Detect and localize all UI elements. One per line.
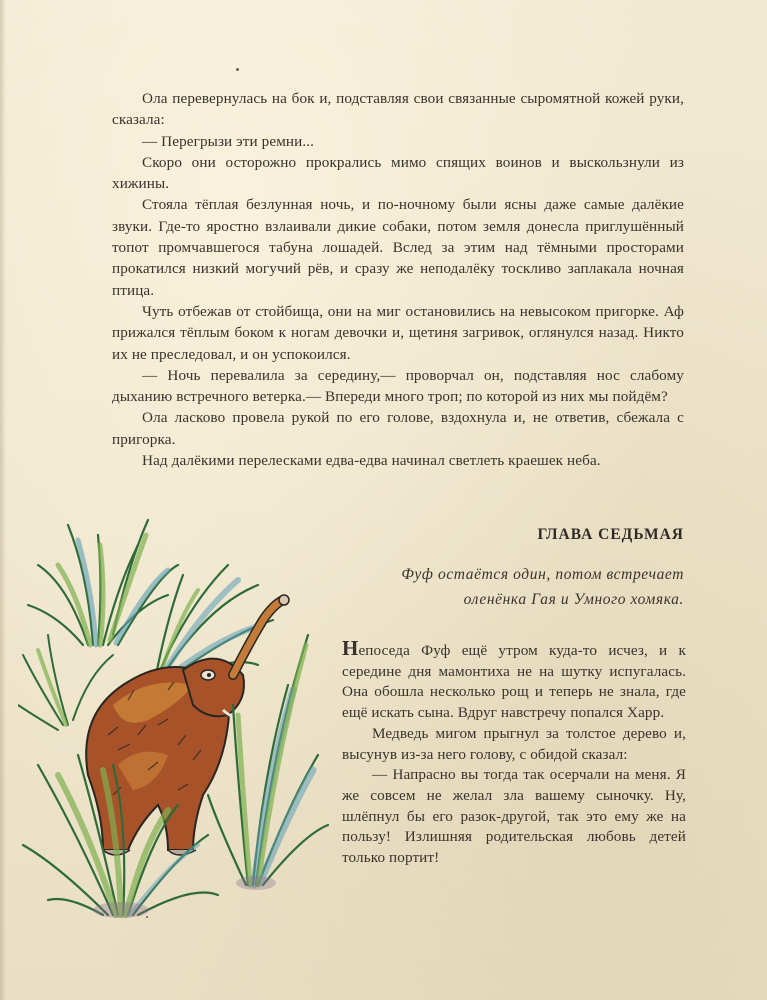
paragraph: Над далёкими перелесками едва-едва начинал светлеть краешек неба.: [142, 452, 601, 470]
chapter-subtitle-line: оленёнка Гая и Умного хомяка.: [463, 591, 684, 608]
mammoth-in-grass-icon: [18, 505, 338, 920]
paper-speck: [236, 68, 239, 71]
paragraph: Скоро они осторожно прокрались мимо спящих воинов и выскользнули из хижины.: [112, 153, 684, 193]
paragraph: Медведь мигом прыгнул за толстое дерево и, высунув из-за него голову, с обидой сказал:: [342, 724, 686, 763]
story-text-chapter: [342, 638, 686, 869]
paragraph: Ола ласково провела рукой по его голове, вздохнула и, не ответив, сбежала с пригорка.: [112, 409, 684, 448]
paragraph: — Ночь перевалила за середину,— проворчал он, подставляя нос слабому дыханию встречного ветерка.— Впереди много троп; по которой из них мы пойдём?: [112, 366, 684, 406]
paragraph: Стояла тёплая безлунная ночь, и по-ночному были ясны даже самые далёкие звуки. Где-то яростно взлаивали дикие собаки, потом земля донесла приглушённый топот промчавшегося табуна лошадей. Вслед за этим над тёмными просторами прокатился низкий могучий рёв, и сразу же неподалёку тоскливо заплакала ночная птица.: [112, 196, 684, 299]
paragraph: [342, 638, 686, 724]
paragraph-text: епоседа Фуф ещё утром куда-то исчез, и к середине дня мамонтиха не на шутку испугалась. Она обошла несколько рощ и теперь не знала, где ещё искать сына. Вдруг навстречу попался Харр.: [342, 642, 686, 722]
story-text-top: [112, 88, 684, 471]
paragraph: Ола перевернулась на бок и, подставляя свои связанные сыромятной кожей руки, сказала:: [112, 90, 684, 129]
chapter-subtitle-line: Фуф остаётся один, потом встречает: [401, 566, 684, 583]
paragraph: — Напрасно вы тогда так осерчали на меня. Я же совсем не желал зла вашему сыночку. Ну, шлёпнул бы его разок-другой, так это ему же на пользу! Излишняя родительская любовь детей только портит!: [342, 766, 686, 867]
paragraph: — Перегрызи эти ремни...: [142, 132, 315, 150]
chapter-subtitle: [350, 562, 684, 612]
drop-cap: Н: [342, 636, 359, 660]
mammoth-illustration: [18, 505, 338, 920]
chapter-title: ГЛАВА СЕДЬМАЯ: [537, 526, 684, 543]
paragraph: Чуть отбежав от стойбища, они на миг остановились на невысоком пригорке. Аф прижался тёплым боком к ногам девочки и, щетиня загривок, оглянулся назад. Никто их не преследовал, и он успокоился.: [112, 302, 684, 363]
